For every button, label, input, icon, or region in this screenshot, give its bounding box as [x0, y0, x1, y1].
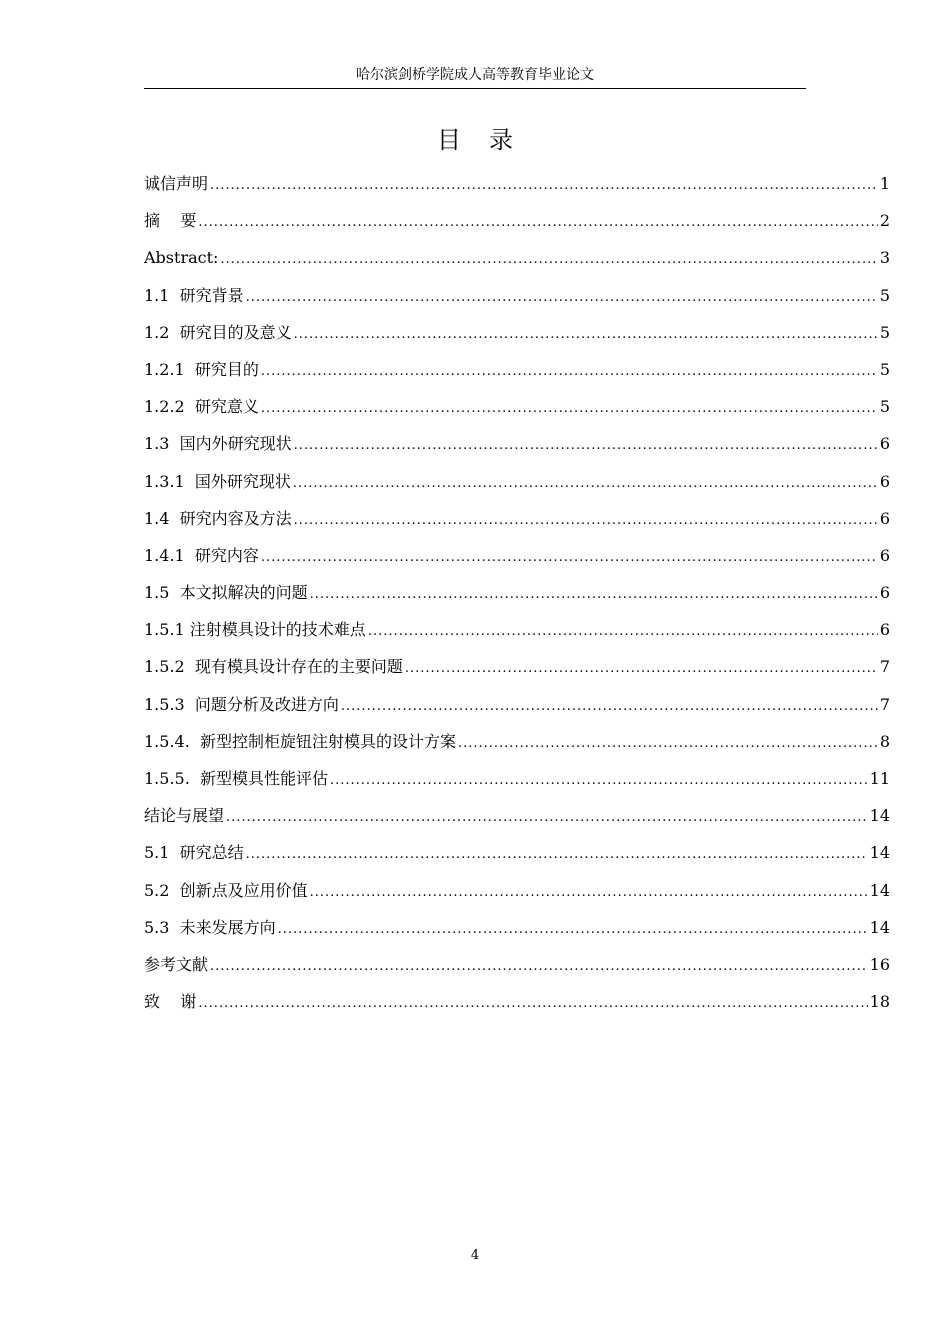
toc-title: 目录	[437, 126, 541, 154]
toc-entry-page: 16	[869, 954, 890, 974]
toc-entry-title: 5.2 创新点及应用价值	[144, 880, 308, 900]
toc-entry-page: 5	[879, 359, 890, 379]
toc-entry-page: 7	[879, 694, 890, 714]
toc-entry[interactable]	[144, 872, 890, 909]
toc-entry-page: 14	[869, 917, 890, 937]
toc-entry-title: 摘 要	[144, 211, 197, 231]
toc-entry-page: 18	[869, 992, 890, 1012]
toc-entry[interactable]	[144, 648, 890, 685]
toc-entry-page: 5	[879, 397, 890, 417]
toc-entry-title: 1.2 研究目的及意义	[144, 322, 292, 342]
toc-entry[interactable]	[144, 314, 890, 351]
toc-entry-title: 1.5.2 现有模具设计存在的主要问题	[144, 657, 403, 677]
toc-entry-title: 1.3 国内外研究现状	[144, 434, 292, 454]
toc-leader-dots	[246, 279, 878, 314]
toc-entry[interactable]	[144, 388, 890, 425]
toc-entry-page: 1	[879, 174, 890, 193]
toc-entry-page: 6	[879, 620, 890, 640]
toc-entry[interactable]	[144, 463, 890, 500]
toc-entry-title: 致 谢	[144, 992, 197, 1012]
toc-entry-title: 1.2.1 研究目的	[144, 359, 259, 379]
toc-entry-page: 6	[879, 508, 890, 528]
toc-entry-page: 5	[879, 322, 890, 342]
toc-entry-title: 5.3 未来发展方向	[144, 917, 276, 937]
toc-entry-title: 诚信声明	[144, 174, 209, 193]
toc-entry[interactable]	[144, 165, 890, 202]
toc-entry-page: 14	[869, 880, 890, 900]
toc-entry-page: 7	[879, 657, 890, 677]
toc-leader-dots	[210, 167, 878, 202]
toc-entry-title: Abstract:	[144, 248, 219, 268]
toc-entry[interactable]	[144, 983, 890, 1020]
toc-entry-page: 5	[879, 285, 890, 305]
toc-leader-dots	[278, 911, 868, 946]
toc-leader-dots	[405, 650, 878, 685]
toc-entry-title: 1.4 研究内容及方法	[144, 508, 292, 528]
toc-entry[interactable]	[144, 797, 890, 834]
toc-entry-page: 14	[869, 843, 890, 863]
toc-leader-dots	[261, 353, 878, 388]
toc-entry[interactable]	[144, 537, 890, 574]
toc-entry-title: 1.5 本文拟解决的问题	[144, 583, 308, 603]
toc-leader-dots	[261, 539, 878, 574]
toc-leader-dots	[293, 465, 878, 500]
toc-entry-page: 2	[879, 211, 890, 231]
toc-entry-title: 1.4.1 研究内容	[144, 545, 259, 565]
toc-entry-page: 14	[869, 806, 890, 826]
toc-leader-dots	[458, 725, 878, 760]
toc-leader-dots	[198, 204, 877, 239]
toc-entry-title: 1.1 研究背景	[144, 285, 244, 305]
toc-entry[interactable]	[144, 946, 890, 983]
toc-entry[interactable]	[144, 611, 890, 648]
toc-entry-page: 6	[879, 471, 890, 491]
toc-entry-title: 结论与展望	[144, 806, 225, 826]
table-of-contents	[144, 165, 890, 1020]
toc-entry-page: 11	[869, 769, 890, 788]
toc-leader-dots	[226, 799, 868, 834]
toc-entry[interactable]	[144, 686, 890, 723]
toc-entry[interactable]	[144, 760, 890, 797]
running-header: 哈尔滨剑桥学院成人高等教育毕业论文	[356, 67, 594, 83]
toc-entry-title: 1.5.3 问题分析及改进方向	[144, 694, 339, 714]
toc-leader-dots	[330, 762, 868, 797]
toc-entry[interactable]	[144, 723, 890, 760]
toc-entry[interactable]	[144, 351, 890, 388]
toc-entry-page: 6	[879, 583, 890, 603]
toc-leader-dots	[261, 390, 878, 425]
toc-entry-title: 1.3.1 国外研究现状	[144, 471, 291, 491]
toc-entry-title: 参考文献	[144, 954, 209, 974]
toc-leader-dots	[220, 241, 877, 276]
toc-entry[interactable]	[144, 834, 890, 871]
toc-leader-dots	[294, 316, 878, 351]
toc-entry-page: 3	[879, 248, 890, 268]
toc-entry[interactable]	[144, 239, 890, 276]
toc-leader-dots	[341, 688, 878, 723]
toc-leader-dots	[246, 836, 868, 871]
toc-entry[interactable]	[144, 425, 890, 462]
toc-entry[interactable]	[144, 574, 890, 611]
toc-leader-dots	[198, 985, 867, 1020]
toc-entry-title: 5.1 研究总结	[144, 843, 244, 863]
toc-entry-page: 6	[879, 434, 890, 454]
toc-entry-title: 1.2.2 研究意义	[144, 397, 259, 417]
header-rule	[144, 88, 806, 89]
toc-leader-dots	[368, 613, 878, 648]
toc-leader-dots	[294, 427, 878, 462]
toc-leader-dots	[310, 576, 878, 611]
toc-entry-page: 8	[879, 731, 890, 751]
toc-leader-dots	[310, 874, 868, 909]
toc-entry-title: 1.5.1 注射模具设计的技术难点	[144, 620, 366, 640]
toc-entry[interactable]	[144, 909, 890, 946]
toc-entry[interactable]	[144, 500, 890, 537]
page-number: 4	[470, 1248, 480, 1263]
toc-entry[interactable]	[144, 277, 890, 314]
toc-entry[interactable]	[144, 202, 890, 239]
toc-leader-dots	[294, 502, 878, 537]
toc-leader-dots	[210, 948, 868, 983]
toc-entry-title: 1.5.5. 新型模具性能评估	[144, 769, 328, 788]
toc-entry-title: 1.5.4. 新型控制柜旋钮注射模具的设计方案	[144, 731, 456, 751]
toc-entry-page: 6	[879, 545, 890, 565]
